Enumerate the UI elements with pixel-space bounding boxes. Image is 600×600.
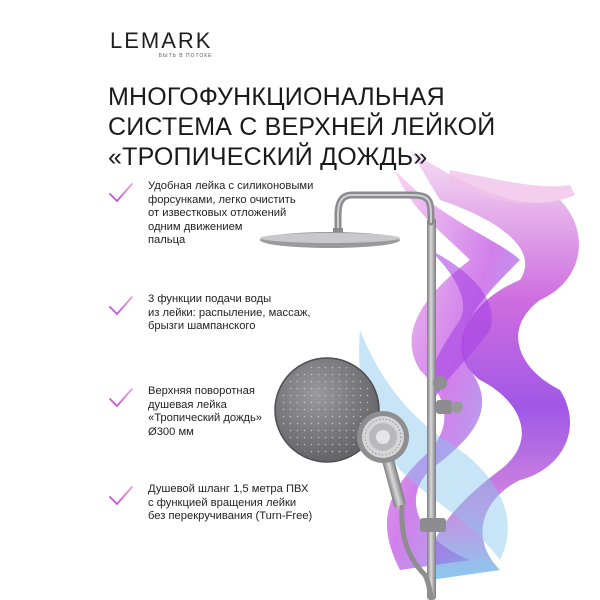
brand-name: LEMARK [110, 28, 213, 53]
feature-text [148, 483, 312, 524]
feature-line: Душевой шланг 1,5 метра ПВХ [148, 483, 309, 495]
page-title [108, 82, 568, 172]
check-icon [108, 485, 134, 507]
title-line: «ТРОПИЧЕСКИЙ ДОЖДЬ» [108, 143, 428, 171]
feature-line: форсунками, легко очистить [148, 193, 296, 206]
feature-line: без перекручивания (Turn-Free) [148, 510, 313, 522]
check-icon [108, 295, 134, 317]
brand-logo [110, 30, 212, 59]
feature-text [148, 293, 311, 334]
brand-tagline: БЫТЬ В ПОТОКЕ [158, 53, 213, 59]
check-icon [108, 387, 134, 409]
check-icon [108, 182, 134, 204]
feature-text [148, 180, 313, 248]
feature-line: 3 функции подачи воды [148, 293, 272, 305]
feature-line: одним движением [148, 220, 243, 233]
feature-line: с функцией вращения лейки [148, 496, 297, 509]
feature-line: Ø300 мм [148, 425, 194, 438]
feature-line: от известковых отложений [148, 207, 287, 219]
feature-line: душевая лейка [148, 398, 227, 411]
feature-line: Удобная лейка с силиконовыми [148, 180, 314, 192]
title-line: МНОГОФУНКЦИОНАЛЬНАЯ [108, 83, 445, 111]
feature-line: брызги шампанского [148, 320, 256, 332]
feature-line: Верхняя поворотная [148, 385, 255, 397]
feature-line: пальца [148, 234, 186, 246]
feature-line: «Тропический дождь» [148, 412, 263, 424]
title-line: СИСТЕМА С ВЕРХНЕЙ ЛЕЙКОЙ [108, 113, 496, 141]
feature-line: из лейки: распыление, массаж, [148, 306, 311, 319]
feature-text [148, 385, 262, 439]
